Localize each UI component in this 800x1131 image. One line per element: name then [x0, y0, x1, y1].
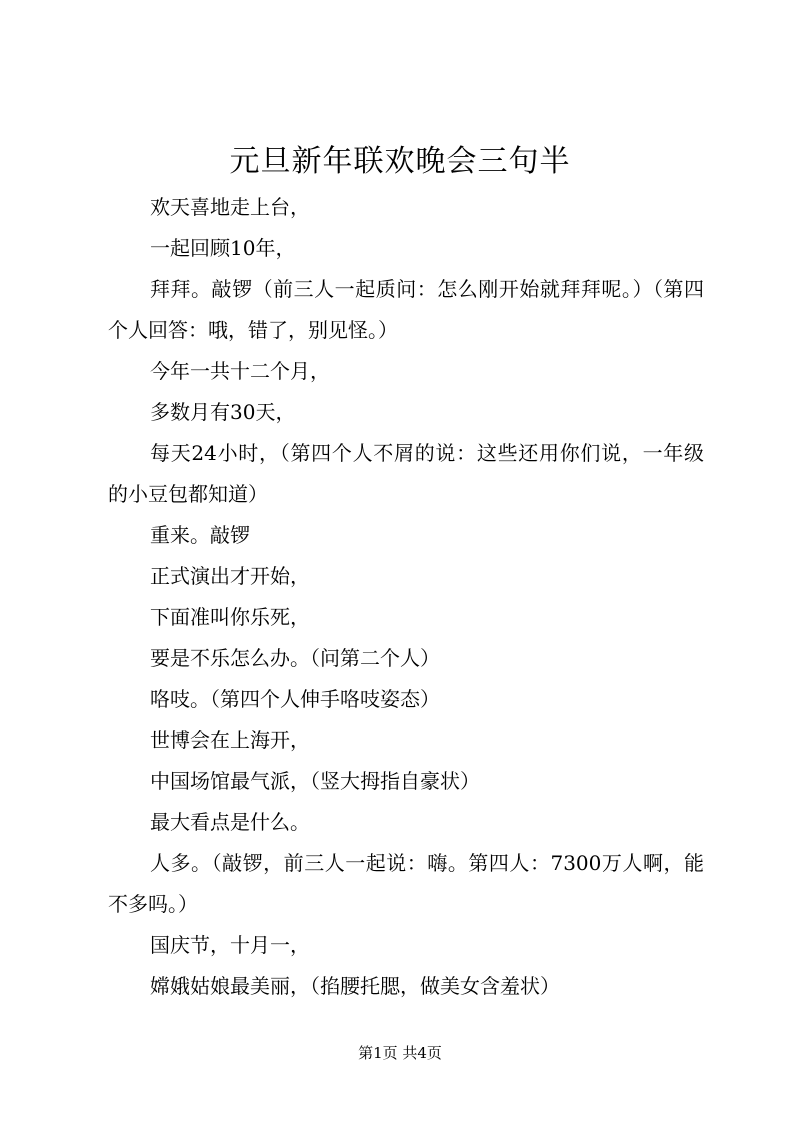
paragraph: 今年一共十二个月，: [150, 359, 330, 383]
page-footer: 第1页 共4页: [358, 1044, 442, 1062]
paragraph: 要是不乐怎么办。（问第二个人）: [150, 646, 440, 670]
paragraph: 正式演出才开始，: [150, 564, 310, 588]
paragraph: 多数月有30天，: [150, 400, 296, 424]
paragraph: 拜拜。敲锣（前三人一起质问：怎么刚开始就拜拜呢。）（第四个人回答：哦，错了，别见怪。）: [108, 277, 704, 342]
paragraph: 嫦娥姑娘最美丽，（掐腰托腮，做美女含羞状）: [150, 974, 560, 998]
paragraph: 中国场馆最气派，（竖大拇指自豪状）: [150, 769, 480, 793]
paragraph: 人多。（敲锣，前三人一起说：嗨。第四人：7300万人啊，能不多吗。）: [108, 851, 704, 916]
paragraph: 最大看点是什么。: [150, 810, 310, 834]
document-body: [108, 187, 704, 1007]
paragraph: 一起回顾10年，: [150, 236, 296, 260]
paragraph: 咯吱。（第四个人伸手咯吱姿态）: [150, 687, 440, 711]
paragraph: 欢天喜地走上台，: [150, 195, 310, 219]
paragraph: 每天24小时，（第四个人不屑的说：这些还用你们说，一年级的小豆包都知道）: [108, 441, 704, 506]
paragraph: 下面准叫你乐死，: [150, 605, 310, 629]
paragraph: 世博会在上海开，: [150, 728, 310, 752]
paragraph: 重来。敲锣: [150, 523, 250, 547]
paragraph: 国庆节，十月一，: [150, 933, 310, 957]
document-title: 元旦新年联欢晚会三句半: [229, 144, 571, 179]
